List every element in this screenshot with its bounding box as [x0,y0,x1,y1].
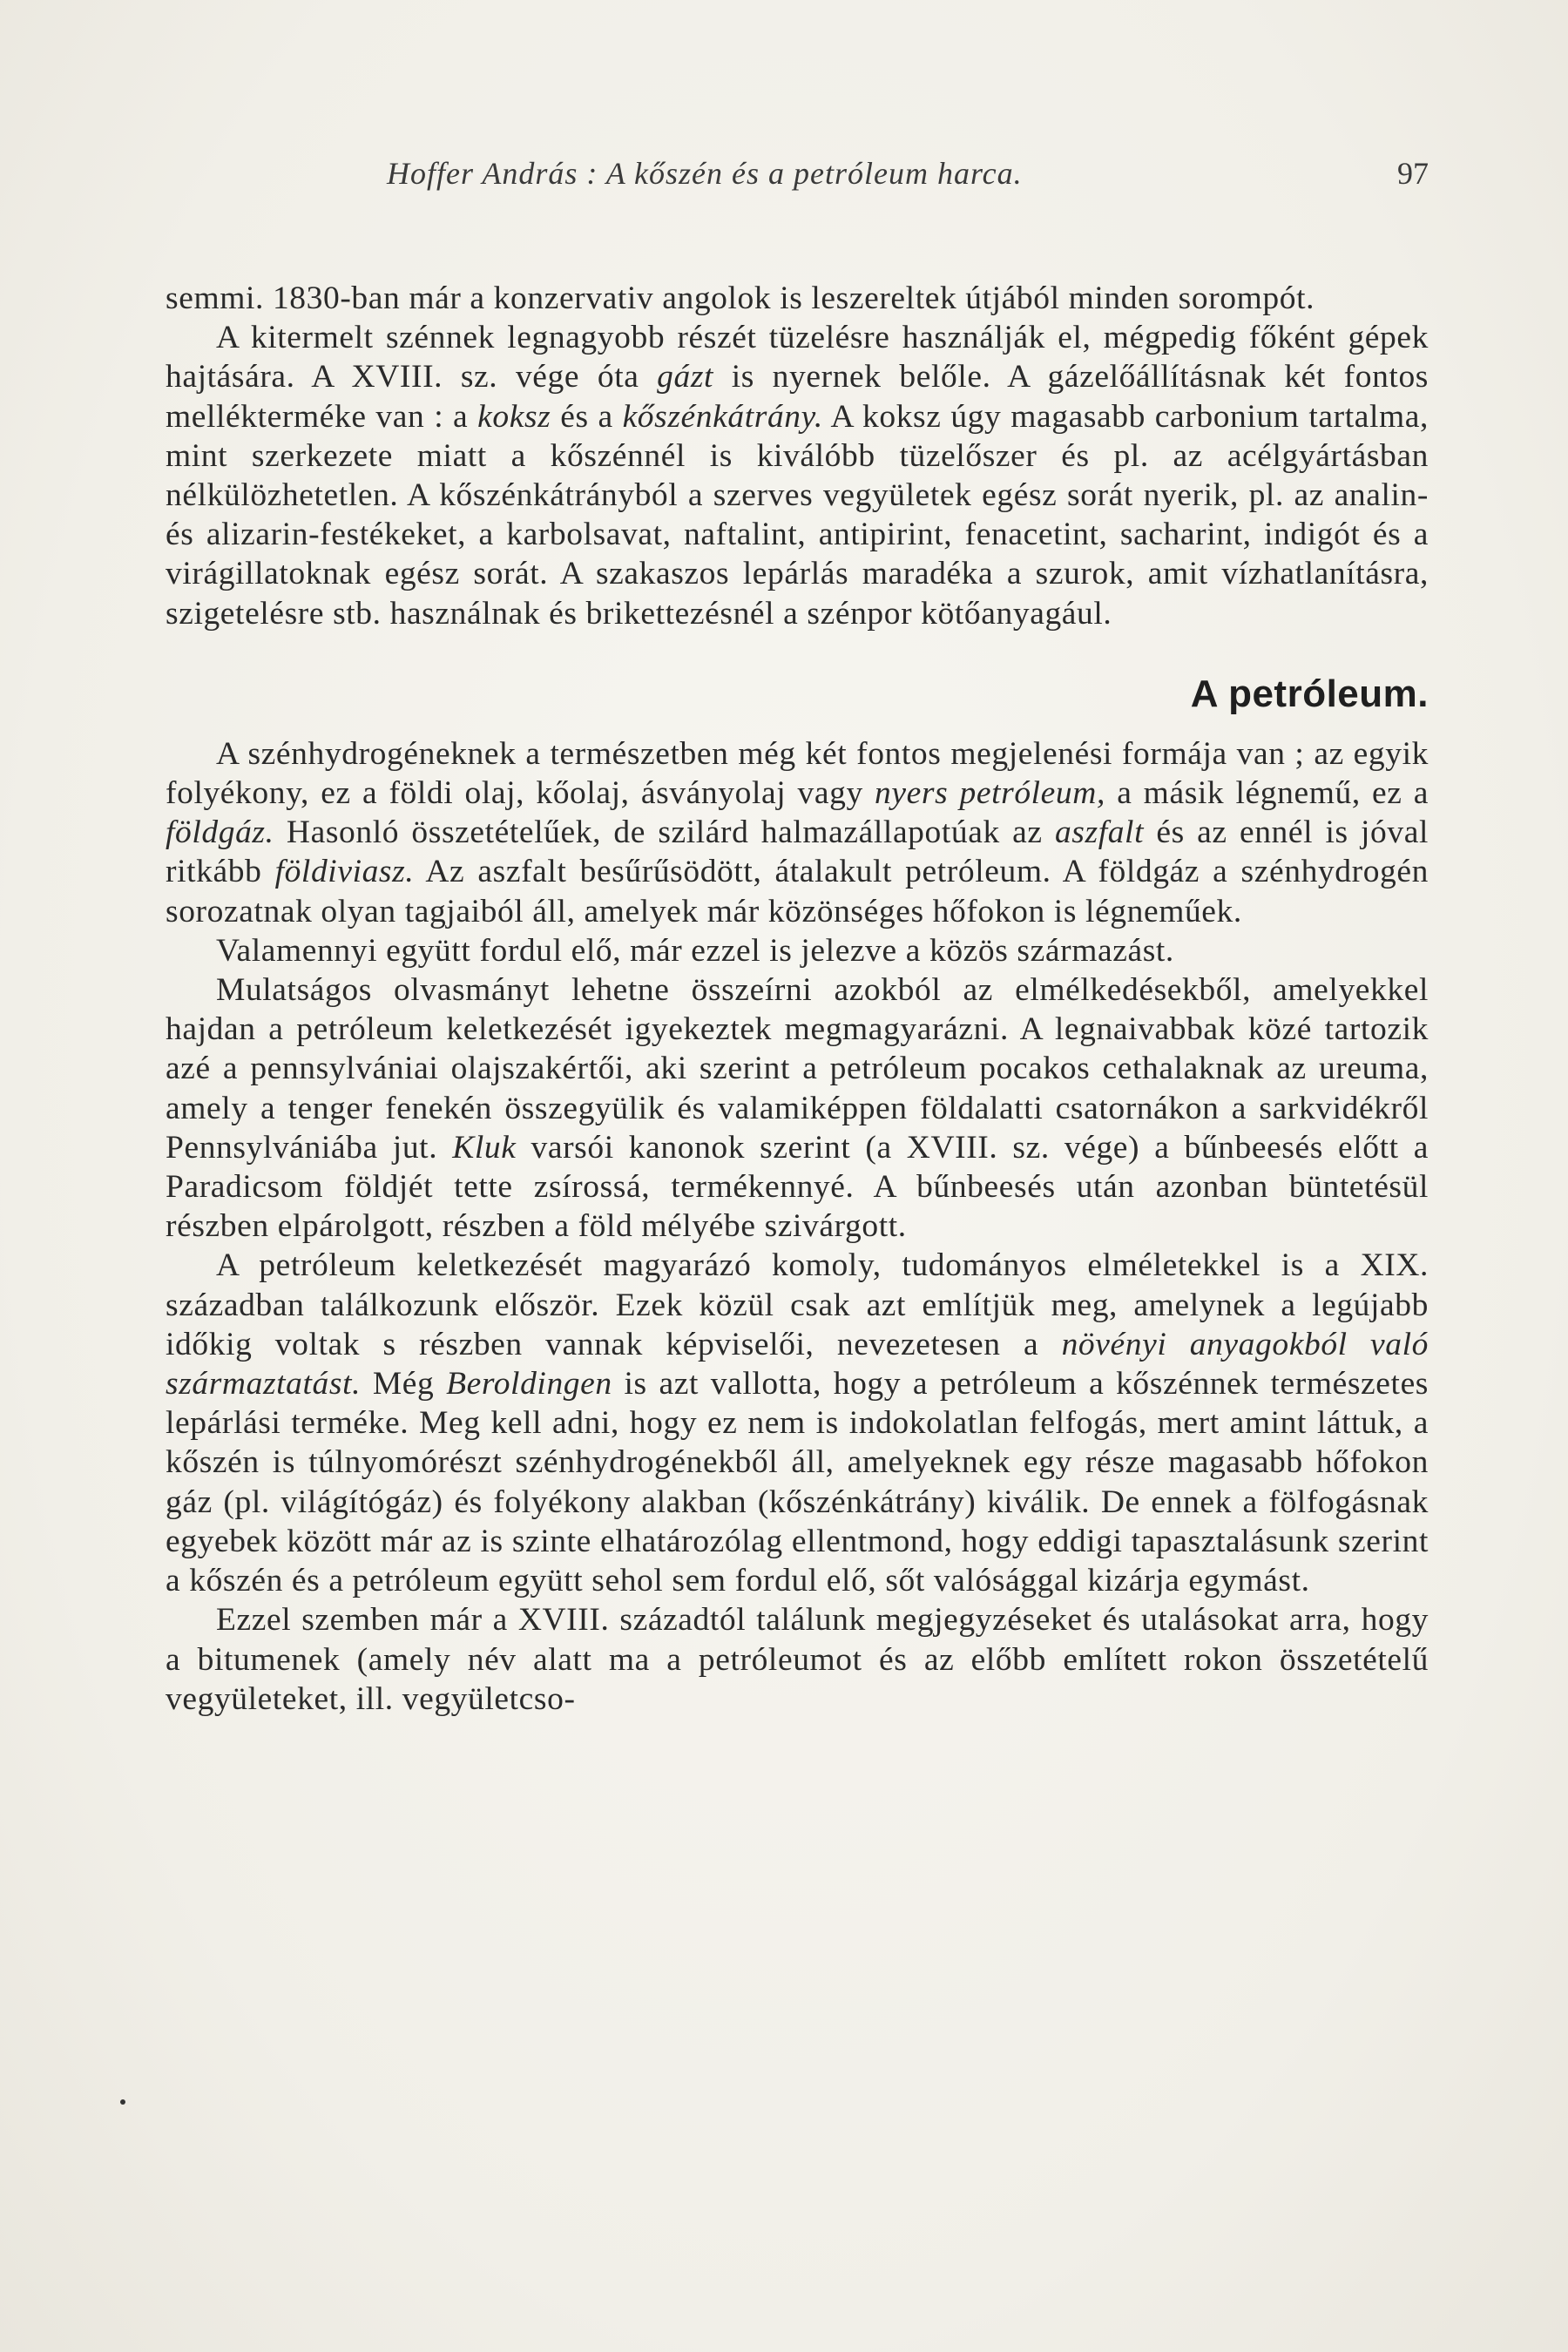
p2-italic-gazt: gázt [657,359,714,395]
body-text [166,279,1429,1719]
paragraph-1 [166,279,1429,318]
p3-text-e: Hasonló összetételűek, de szilárd halmazállapotúak az [274,814,1055,851]
p3-text-a: A szénhydrogéneknek a természetben még két fontos megjelenési formája van ; az egyik folyékony, ez a földi olaj, kőolaj, ásványolaj vagy [166,735,1429,812]
p1-text: semmi. 1830-ban már a konzervativ angolok is leszereltek útjából minden sorompót. [166,280,1315,316]
ink-speck [120,2099,125,2105]
paragraph-4 [166,931,1429,970]
p3-text-g: és az ennél is jóval ritkább [166,814,1429,890]
p5-text-c: varsói kanonok szerint (a XVIII. sz. vége) a bűnbeesés előtt a Paradicsom földjét tette zsírossá, termékennyé. A bűnbeesés után azonban büntetésül részben elpárolgott, részben a föld mélyébe szivárgott. [166,1129,1429,1245]
paragraph-2 [166,318,1429,633]
p2-text-a: A kitermelt szénnek legnagyobb részét tüzelésre használják el, mégpedig főként gépek hajtására. A XVIII. sz. vége óta [166,320,1429,395]
p5-italic-kluk: Kluk [452,1129,517,1166]
p2-text-c: is nyernek belőle. A gázelőállításnak két fontos mellékterméke van : a [166,359,1429,435]
running-title: Hoffer András : A kőszén és a petróleum harca. [387,156,1023,191]
paragraph-3 [166,734,1429,931]
running-head [166,155,1429,199]
p3-text-c: a másik légnemű, ez a [1105,775,1429,812]
p7-text: Ezzel szemben már a XVIII. századtól találunk megjegyzéseket és utalásokat arra, hogy a bitumenek (amely név alatt ma a petróleumot és az előbb említett rokon összetételű vegyületeket, ill. vegyületcso- [166,1602,1429,1717]
paragraph-7 [166,1600,1429,1719]
p2-text-g: A koksz úgy magasabb carbonium tartalma, mint szerkezete miatt a kőszénnél is kiválóbb tüzelőszer és pl. az acélgyártásban nélkülözhetetlen. A kőszénkátrányból a szerves vegyületek egész sorát nyerik, pl. az analin- és alizarin-festékeket, a karbolsavat, naftalint, antipirint, fenacetint, sacharint, indigót és a virágillatoknak egész sorát. A szakaszos lepárlás maradéka a szurok, amit vízhatlanításra, szigetelésre stb. használnak és brikettezésnél a szénpor kötőanyagául. [166,398,1429,632]
p6-italic-novenyi: növényi anyagokból való származtatást. [166,1326,1429,1402]
p4-text: Valamennyi együtt fordul elő, már ezzel is jelezve a közös származást. [216,932,1174,969]
p3-italic-nyers-petroleum: nyers petróleum, [875,775,1105,812]
p2-italic-koksz: koksz [477,398,551,435]
p6-text-e: is azt vallotta, hogy a petróleum a kőszénnek természetes lepárlási terméke. Meg kell adni, hogy ez nem is indokolatlan felfogás, mert amint láttuk, a kőszén is túlnyomórészt szénhydrogénekből áll, amelyeknek egy része magasabb hőfokon gáz (pl. világítógáz) és folyékony alakban (kőszénkátrány) kiválik. De ennek a fölfogásnak egyebek között már az is szinte elhatározólag ellentmond, hogy eddigi tapasztalásunk szerint a kőszén és a petróleum együtt sehol sem fordul elő, sőt valósággal kizárja egymást. [166,1366,1429,1599]
p6-text-a: A petróleum keletkezését magyarázó komoly, tudományos elméletekkel is a XIX. században találkozunk először. Ezek közül csak azt említjük meg, amelynek a legújabb időkig voltak s részben vannak képviselői, nevezetesen a [166,1247,1429,1362]
page-number: 97 [1397,156,1429,191]
p3-italic-foldgaz: földgáz. [166,814,274,851]
p3-italic-foldiviasz: földiviasz. [274,854,415,890]
p2-text-e: és a [551,398,623,435]
p2-italic-koszenkatrany: kőszénkátrány. [622,398,823,435]
p6-italic-beroldingen: Beroldingen [446,1366,612,1402]
p3-italic-aszfalt: aszfalt [1054,814,1145,851]
p3-text-i: Az aszfalt besűrűsödött, átalakult petróleum. A földgáz a szénhydrogén sorozatnak olyan tagjaiból áll, amelyek már közönséges hőfokon is légneműek. [166,854,1429,929]
p6-text-c: Még [361,1366,447,1402]
section-heading: A petróleum. [1190,672,1429,715]
paragraph-5 [166,970,1429,1246]
paragraph-6 [166,1246,1429,1600]
p5-text-a: Mulatságos olvasmányt lehetne összeírni azokból az elmélkedésekből, amelyekkel hajdan a petróleum keletkezését igyekeztek megmagyarázni. A legnaivabbak közé tartozik azé a pennsylvániai olajszakértői, aki szerint a petróleum pocakos cethalaknak az ureuma, amely a tenger fenekén összegyülik és valamiképpen földalatti csatornákon a sarkvidékről Pennsylvániába jut. [166,972,1429,1166]
